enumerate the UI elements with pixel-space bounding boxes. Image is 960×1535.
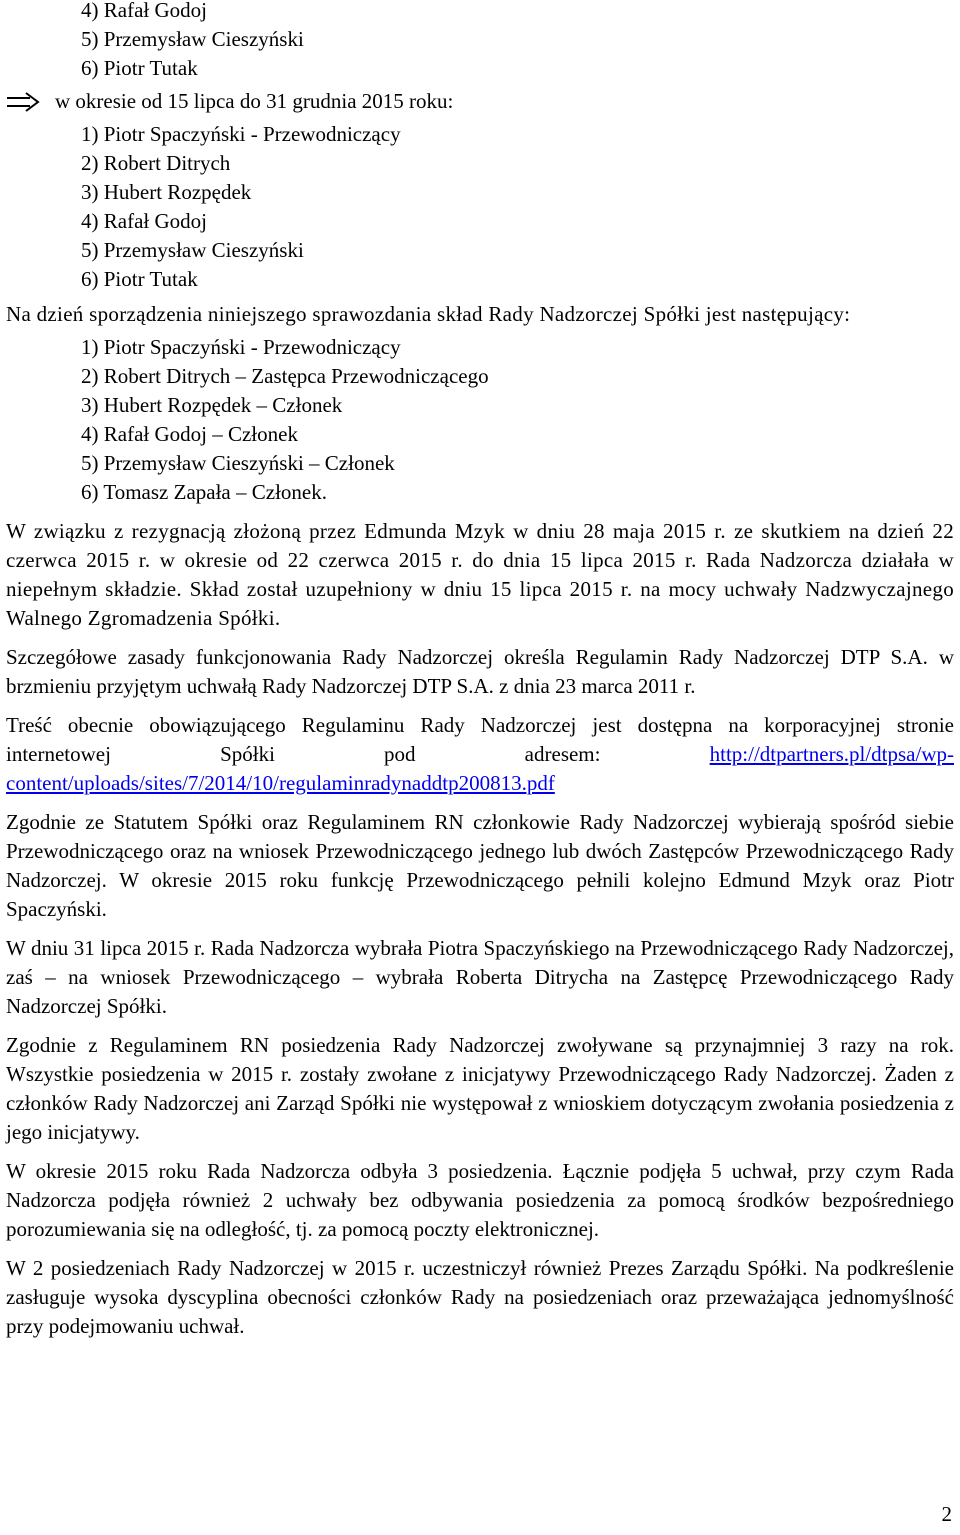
list-current [6,333,954,507]
current-composition-intro: Na dzień sporządzenia niniejszego sprawozdania skład Rady Nadzorczej Spółki jest następujący: [6,302,851,326]
page-number: 2 [941,1502,952,1526]
list-item: 3) Hubert Rozpędek [81,180,252,204]
list-item: 6) Piotr Tutak [81,267,198,291]
list-period [6,120,954,294]
list-item: 4) Rafał Godoj [81,0,207,22]
list-item: 4) Rafał Godoj – Członek [81,422,298,446]
list-item: 2) Robert Ditrych – Zastępca Przewodniczącego [81,364,489,388]
election-paragraph: W dniu 31 lipca 2015 r. Rada Nadzorcza wybrała Piotra Spaczyńskiego na Przewodniczącego Rady Nadzorczej, zaś – na wniosek Przewodniczącego – wybrała Roberta Ditrycha na Zastępcę Przewodniczącego Rady Nadzorczej Spółki. [6,936,954,1018]
list-item: 2) Robert Ditrych [81,151,231,175]
list-item: 3) Hubert Rozpędek – Członek [81,393,343,417]
meetings-count-paragraph: W okresie 2015 roku Rada Nadzorcza odbyła 3 posiedzenia. Łącznie podjęła 5 uchwał, przy czym Rada Nadzorcza podjęła również 2 uchwały bez odbywania posiedzenia za pomocą środków bezpośredniego porozumiewania się na odległość, tj. za pomocą poczty elektronicznej. [6,1159,954,1241]
availability-text: Treść obecnie obowiązującego Regulaminu Rady Nadzorczej jest dostępna na korporacyjnej stronie internetowej Spółki pod adresem: [6,713,954,766]
list-item: 1) Piotr Spaczyński - Przewodniczący [81,335,401,359]
list-item: 6) Piotr Tutak [81,56,198,80]
list-item: 4) Rafał Godoj [81,209,207,233]
list-item: 5) Przemysław Cieszyński [81,27,304,51]
statute-paragraph: Zgodnie ze Statutem Spółki oraz Regulaminem RN członkowie Rady Nadzorczej wybierają spośród siebie Przewodniczącego oraz na wniosek Przewodniczącego jednego lub dwóch Zastępców Przewodniczącego Rady Nadzorczej. W okresie 2015 roku funkcję Przewodniczącego pełnili kolejno Edmund Mzyk oraz Piotr Spaczyński. [6,810,954,921]
attendance-paragraph: W 2 posiedzeniach Rady Nadzorczej w 2015 r. uczestniczył również Prezes Zarządu Spółki. Na podkreślenie zasługuje wysoka dyscyplina obecności członków Rady na posiedzeniach oraz przeważająca jednomyślność przy podejmowaniu uchwał. [6,1256,954,1338]
period-heading-row [6,87,954,116]
period-heading: w okresie od 15 lipca do 31 grudnia 2015 roku: [55,89,454,113]
list-top [6,0,954,83]
list-item: 6) Tomasz Zapała – Członek. [81,480,327,504]
document-page [6,0,954,1341]
double-right-arrow-icon [6,92,40,112]
list-item: 5) Przemysław Cieszyński – Członek [81,451,395,475]
meetings-rule-paragraph: Zgodnie z Regulaminem RN posiedzenia Rady Nadzorczej zwoływane są przynajmniej 3 razy na rok. Wszystkie posiedzenia w 2015 r. zostały zwołane z inicjatywy Przewodniczącego Rady Nadzorczej. Żaden z członków Rady Nadzorczej ani Zarząd Spółki nie występował z wnioskiem dotyczącym zwołania posiedzenia z jego inicjatywy. [6,1033,954,1144]
rules-paragraph: Szczegółowe zasady funkcjonowania Rady Nadzorczej określa Regulamin Rady Nadzorczej DTP S.A. w brzmieniu przyjętym uchwałą Rady Nadzorczej DTP S.A. z dnia 23 marca 2011 r. [6,645,954,698]
list-item: 1) Piotr Spaczyński - Przewodniczący [81,122,401,146]
regulations-link[interactable]: http://dtpartners.pl/dtpsa/wp-content/uploads/sites/7/2014/10/regulaminradynaddtp200813.pdf [6,742,954,795]
list-item: 5) Przemysław Cieszyński [81,238,304,262]
availability-paragraph [6,711,954,798]
resignation-paragraph: W związku z rezygnacją złożoną przez Edmunda Mzyk w dniu 28 maja 2015 r. ze skutkiem na dzień 22 czerwca 2015 r. w okresie od 22 czerwca 2015 r. do dnia 15 lipca 2015 r. Rada Nadzorcza działała w niepełnym składzie. Skład został uzupełniony w dniu 15 lipca 2015 r. na mocy uchwały Nadzwyczajnego Walnego Zgromadzenia Spółki. [6,519,954,630]
